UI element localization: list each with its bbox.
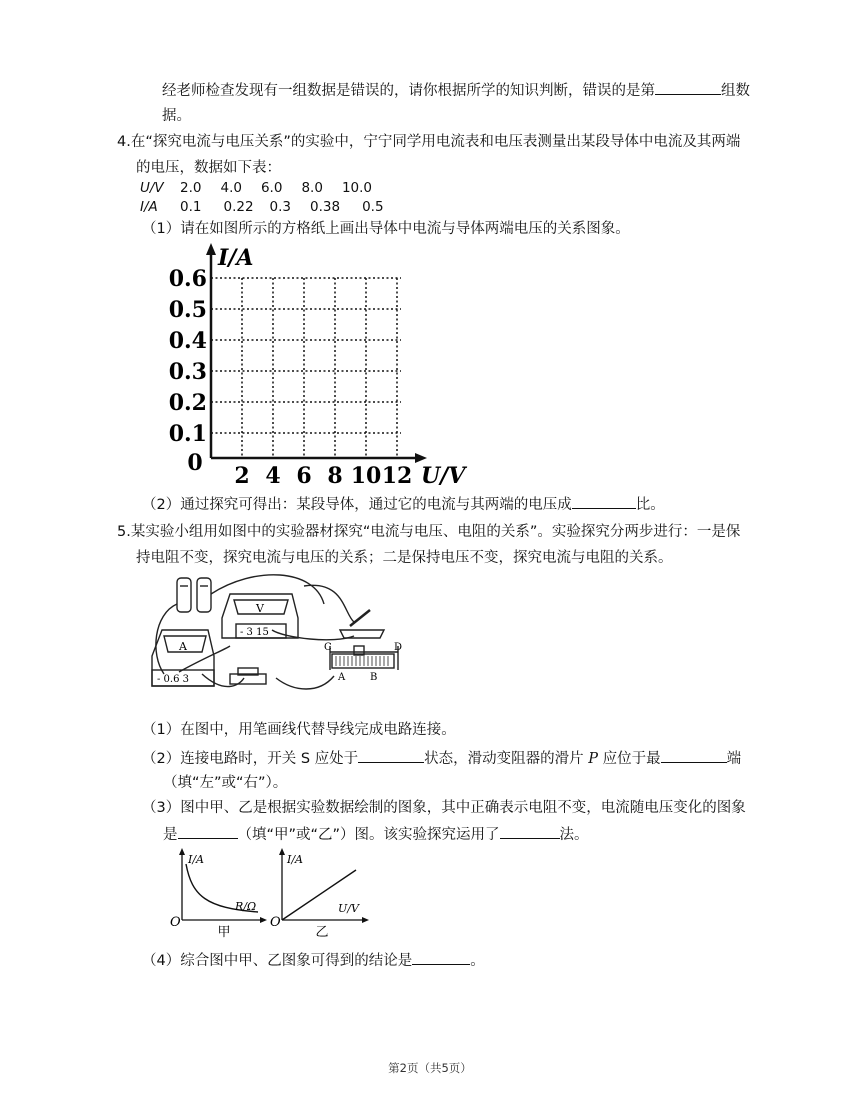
battery-icon bbox=[197, 578, 211, 612]
x-axis-title: U/V bbox=[421, 463, 466, 488]
q3-text-end: 组数 bbox=[721, 83, 750, 99]
grid-graph[interactable] bbox=[165, 243, 485, 488]
yi-x-title: U/V bbox=[338, 902, 359, 915]
voltmeter-label: V bbox=[256, 602, 264, 615]
q4-stem: 在“探究电流与电压关系”的实验中，宁宁同学用电流表和电压表测量出某段导体中电流及其两端 bbox=[130, 134, 741, 150]
q5-sub2-text: 应位于最 bbox=[602, 751, 661, 767]
q4-sub1: （1）请在如图所示的方格纸上画出导体中电流与导体两端电压的关系图象。 bbox=[142, 221, 630, 237]
table-cell: 0.38 bbox=[310, 199, 341, 215]
q5-sub3-text: 是 bbox=[163, 827, 178, 843]
jia-origin: O bbox=[170, 915, 181, 930]
table-row-i bbox=[140, 198, 403, 217]
answer-blank[interactable] bbox=[178, 824, 238, 839]
rheostat-icon bbox=[332, 654, 394, 668]
graph-yi bbox=[268, 846, 372, 940]
rheostat-terminal-c: C bbox=[324, 642, 332, 653]
answer-blank[interactable] bbox=[572, 494, 636, 509]
q5-sub2-text: 状态，滑动变阻器的滑片 bbox=[424, 751, 584, 767]
slider-p-symbol: P bbox=[588, 751, 599, 767]
q3-text: 经老师检查发现有一组数据是错误的，请你根据所学的知识判断，错误的是第 bbox=[162, 83, 655, 99]
q5-sub4-end: 。 bbox=[470, 953, 485, 969]
x-tick-label: 4 bbox=[265, 463, 281, 488]
y-tick-label: 0.1 bbox=[168, 421, 207, 447]
u-header: U/V bbox=[140, 180, 164, 196]
answer-blank[interactable] bbox=[661, 748, 727, 763]
y-tick-label: 0.6 bbox=[168, 266, 207, 292]
x-axis-arrow bbox=[415, 453, 427, 463]
q5-sub1: （1）在图中，用笔画线代替导线完成电路连接。 bbox=[142, 722, 456, 738]
table-row-u bbox=[140, 179, 403, 198]
ammeter-terminals: - 0.6 3 bbox=[157, 674, 190, 685]
q4-line1 bbox=[117, 132, 740, 152]
jia-y-title: I/A bbox=[188, 853, 204, 866]
y-tick-label: 0.3 bbox=[168, 359, 207, 385]
answer-blank[interactable] bbox=[412, 950, 470, 965]
jia-caption: 甲 bbox=[217, 925, 231, 940]
table-cell: 0.1 bbox=[180, 199, 202, 215]
x-tick-label: 2 bbox=[234, 463, 250, 488]
q5-sub4-text: （4）综合图中甲、乙图象可得到的结论是 bbox=[142, 953, 413, 969]
x-tick-label: 8 bbox=[327, 463, 343, 488]
origin-label: 0 bbox=[187, 450, 203, 476]
circuit-apparatus[interactable] bbox=[144, 574, 404, 696]
jia-x-title: R/Ω bbox=[235, 900, 257, 913]
question-number: 5. bbox=[117, 524, 131, 540]
yi-y-title: I/A bbox=[287, 853, 303, 866]
q5-sub3-line1: （3）图中甲、乙是根据实验数据绘制的图象，其中正确表示电阻不变，电流随电压变化的图象 bbox=[142, 800, 746, 816]
data-table bbox=[140, 179, 403, 217]
q5-line1 bbox=[117, 522, 740, 542]
q4-sub2 bbox=[142, 494, 665, 515]
q3-tail-line1 bbox=[162, 80, 750, 101]
y-axis-title: I/A bbox=[218, 245, 254, 271]
y-tick-label: 0.5 bbox=[168, 297, 207, 323]
q3-tail-line2: 据。 bbox=[162, 108, 191, 124]
rheostat-terminal-d: D bbox=[394, 642, 403, 653]
i-header: I/A bbox=[140, 199, 158, 215]
yi-origin: O bbox=[270, 915, 281, 930]
page-footer: 第2页（共5页） bbox=[388, 1061, 472, 1075]
x-tick-label: 10 bbox=[350, 463, 382, 488]
q5-sub3-line2 bbox=[163, 824, 589, 845]
answer-blank[interactable] bbox=[358, 748, 424, 763]
rheostat-terminal-a: A bbox=[338, 672, 346, 683]
q5-sub2-line1 bbox=[142, 748, 741, 769]
q4-sub2-end: 比。 bbox=[635, 497, 665, 513]
q5-sub2-end: 端 bbox=[726, 751, 742, 767]
table-cell: 8.0 bbox=[301, 180, 323, 196]
answer-blank[interactable] bbox=[655, 80, 721, 95]
x-tick-label: 12 bbox=[381, 463, 413, 488]
x-tick-label: 6 bbox=[296, 463, 312, 488]
table-cell: 0.3 bbox=[269, 199, 292, 215]
q5-sub2-line2: （填“左”或“右”）。 bbox=[163, 775, 288, 791]
question-number: 4. bbox=[117, 134, 131, 150]
yi-caption: 乙 bbox=[315, 925, 329, 940]
q5-sub4 bbox=[142, 950, 485, 971]
q5-stem: 某实验小组用如图中的实验器材探究“电流与电压、电阻的关系”。实验探究分两步进行：一是保 bbox=[130, 524, 741, 540]
q5-sub2-text: （2）连接电路时，开关 S 应处于 bbox=[142, 751, 359, 767]
q4-line2: 的电压，数据如下表： bbox=[136, 160, 281, 176]
table-cell: 0.5 bbox=[362, 199, 384, 215]
graph-jia bbox=[166, 846, 268, 940]
table-cell: 10.0 bbox=[341, 180, 372, 196]
q5-sub3-text: （填“甲”或“乙”）图。该实验探究运用了 bbox=[237, 827, 500, 843]
q5-line2: 持电阻不变，探究电流与电压的关系；二是保持电压不变，探究电流与电阻的关系。 bbox=[136, 550, 673, 566]
switch-icon bbox=[340, 630, 384, 638]
table-cell: 0.22 bbox=[223, 199, 254, 215]
answer-blank[interactable] bbox=[500, 824, 560, 839]
rheostat-terminal-b: B bbox=[370, 672, 378, 683]
ammeter-label: A bbox=[179, 640, 187, 653]
voltmeter-terminals: - 3 15 bbox=[240, 627, 269, 638]
q5-sub3-end: 法。 bbox=[559, 827, 589, 843]
battery-icon bbox=[177, 578, 191, 612]
table-cell: 6.0 bbox=[260, 180, 283, 196]
graph-grid bbox=[211, 278, 401, 458]
table-cell: 4.0 bbox=[220, 180, 242, 196]
q4-sub2-text: （2）通过探究可得出：某段导体，通过它的电流与其两端的电压成 bbox=[142, 497, 572, 513]
y-axis-arrow bbox=[206, 243, 216, 255]
y-tick-label: 0.4 bbox=[168, 328, 207, 354]
table-cell: 2.0 bbox=[180, 180, 202, 196]
y-tick-label: 0.2 bbox=[168, 390, 207, 416]
